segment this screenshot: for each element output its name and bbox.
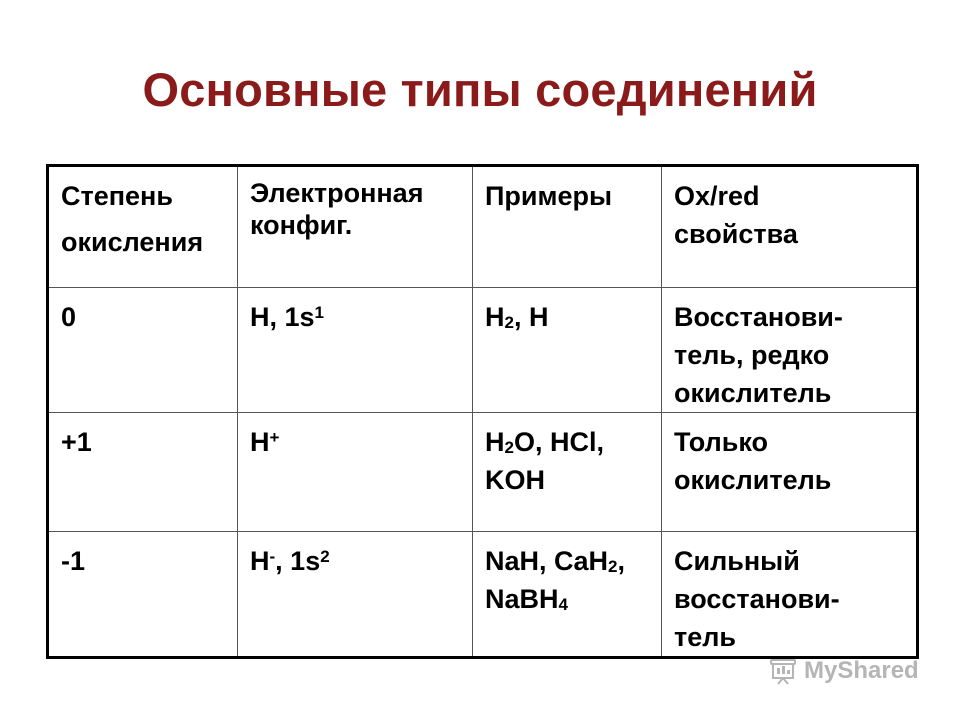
header-electron-config: Электронная конфиг. — [238, 166, 473, 288]
header-examples: Примеры — [473, 166, 662, 288]
cell-examples: $H_2O$, HCl, KOH — [473, 413, 662, 532]
header-oxidation-state: Степень окисления — [48, 166, 238, 288]
watermark-text: MyShared — [804, 657, 919, 684]
cell-oxidation-state: -1 — [48, 532, 238, 658]
cell-oxred-properties: Только окислитель — [662, 413, 918, 532]
oxidation-states-table — [46, 164, 919, 659]
slide-title: Основные типы соединений — [142, 63, 818, 116]
cell-oxred-properties: Восстанови- тель, редко окислитель — [662, 288, 918, 413]
projector-icon — [768, 656, 798, 686]
cell-electron-config: H, $1s^1$ — [238, 288, 473, 413]
header-oxred-properties: Ox/red свойства — [662, 166, 918, 288]
cell-oxidation-state: 0 — [48, 288, 238, 413]
cell-examples: NaH, CaH$_2$, NaBH$_4$ — [473, 532, 662, 658]
watermark — [768, 656, 919, 686]
cell-oxidation-state: +1 — [48, 413, 238, 532]
table-row — [48, 288, 918, 413]
table-row — [48, 413, 918, 532]
table-row — [48, 532, 918, 658]
cell-electron-config: H-, $1s^2$ — [238, 532, 473, 658]
cell-electron-config: H+ — [238, 413, 473, 532]
cell-oxred-properties: Сильный восстанови- тель — [662, 532, 918, 658]
cell-examples: $H_2$, H — [473, 288, 662, 413]
table-header-row — [48, 166, 918, 288]
